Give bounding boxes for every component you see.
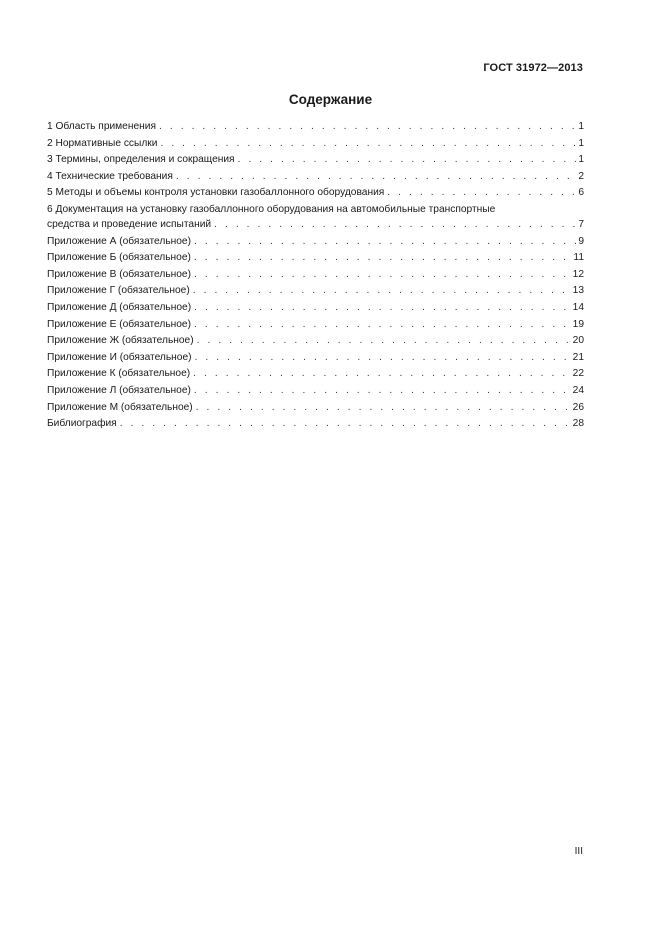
toc-entry-1[interactable] [47, 119, 584, 136]
toc-leader-dots [194, 267, 571, 284]
toc-entry-2[interactable] [47, 136, 584, 153]
toc-entry-label: 2 Нормативные ссылки [47, 137, 158, 149]
toc-entry-annex-zh[interactable] [47, 333, 584, 350]
toc-entry-label: Приложение М (обязательное) [47, 401, 193, 413]
toc-entry-4[interactable] [47, 169, 584, 186]
toc-entry-label: Приложение В (обязательное) [47, 268, 191, 280]
toc-leader-dots [193, 366, 571, 383]
toc-entry-page: 11 [573, 252, 584, 264]
toc-leader-dots [120, 416, 571, 433]
toc-entry-page: 26 [572, 401, 584, 413]
toc-entry-page: 28 [572, 418, 584, 430]
toc-leader-dots [387, 185, 576, 202]
toc-entry-last-line [47, 217, 584, 232]
toc-entry-page: 1 [578, 154, 584, 166]
toc-entry-label: 3 Термины, определения и сокращения [47, 154, 235, 166]
toc-leader-dots [160, 136, 576, 153]
toc-entry-page: 22 [572, 368, 584, 380]
toc-leader-dots [195, 350, 571, 367]
toc-title: Содержание [288, 92, 373, 107]
toc-entry-annex-i[interactable] [47, 350, 584, 367]
toc-leader-dots [196, 400, 571, 417]
toc-leader-dots [176, 169, 576, 186]
toc-entry-label-line2: средства и проведение испытаний [47, 218, 212, 230]
toc-leader-dots [194, 250, 572, 267]
toc-leader-dots [193, 283, 571, 300]
table-of-contents [47, 119, 584, 433]
toc-entry-page: 1 [578, 121, 584, 132]
toc-entry-page: 14 [572, 301, 584, 313]
toc-entry-label: Приложение Е (обязательное) [47, 318, 191, 330]
toc-entry-annex-g[interactable] [47, 283, 584, 300]
toc-entry-annex-d[interactable] [47, 300, 584, 317]
toc-leader-dots [194, 317, 571, 334]
toc-entry-annex-b[interactable] [47, 250, 584, 267]
toc-entry-page: 1 [578, 137, 584, 149]
toc-entry-page: 2 [578, 170, 584, 182]
toc-entry-page: 7 [578, 218, 584, 230]
toc-entry-label: Приложение Л (обязательное) [47, 384, 191, 396]
toc-entry-annex-v[interactable] [47, 267, 584, 284]
toc-entry-page: 12 [572, 268, 584, 280]
toc-entry-label: Приложение И (обязательное) [47, 351, 192, 363]
toc-entry-page: 20 [572, 335, 584, 347]
toc-entry-page: 21 [572, 351, 584, 363]
toc-entry-page: 13 [572, 285, 584, 297]
toc-entry-annex-e[interactable] [47, 317, 584, 334]
toc-entry-3[interactable] [47, 152, 584, 169]
toc-entry-6[interactable] [47, 202, 584, 232]
toc-entry-annex-a[interactable] [47, 234, 584, 251]
toc-entry-page: 24 [572, 384, 584, 396]
toc-entry-5[interactable] [47, 185, 584, 202]
toc-entry-page: 9 [578, 235, 584, 247]
toc-entry-label-line1: 6 Документация на установку газобаллонного оборудования на автомобильные транспортные [47, 203, 496, 215]
toc-leader-dots [194, 234, 576, 251]
toc-entry-label: 1 Область применения [47, 121, 156, 132]
page-number: III [574, 846, 583, 857]
toc-leader-dots [197, 333, 571, 350]
toc-leader-dots [159, 119, 576, 136]
document-code: ГОСТ 31972—2013 [483, 62, 583, 74]
toc-entry-label: Приложение Г (обязательное) [47, 285, 190, 297]
toc-entry-label: Приложение К (обязательное) [47, 368, 191, 380]
toc-entry-label: Приложение Б (обязательное) [47, 252, 191, 264]
toc-entry-label: Приложение Д (обязательное) [47, 301, 192, 313]
toc-entry-annex-k[interactable] [47, 366, 584, 383]
toc-leader-dots [194, 300, 571, 317]
toc-entry-annex-l[interactable] [47, 383, 584, 400]
toc-leader-dots [238, 152, 577, 169]
toc-entry-annex-m[interactable] [47, 400, 584, 417]
toc-entry-bibliography[interactable] [47, 416, 584, 433]
toc-entry-label: 5 Методы и объемы контроля установки газобаллонного оборудования [47, 187, 385, 199]
toc-entry-label: Библиография [47, 418, 117, 430]
toc-entry-label: Приложение А (обязательное) [47, 235, 191, 247]
toc-entry-label: 4 Технические требования [47, 170, 173, 182]
toc-leader-dots [214, 217, 576, 232]
toc-leader-dots [194, 383, 571, 400]
toc-entry-label: Приложение Ж (обязательное) [47, 335, 194, 347]
toc-entry-page: 19 [572, 318, 584, 330]
toc-entry-page: 6 [578, 187, 584, 199]
